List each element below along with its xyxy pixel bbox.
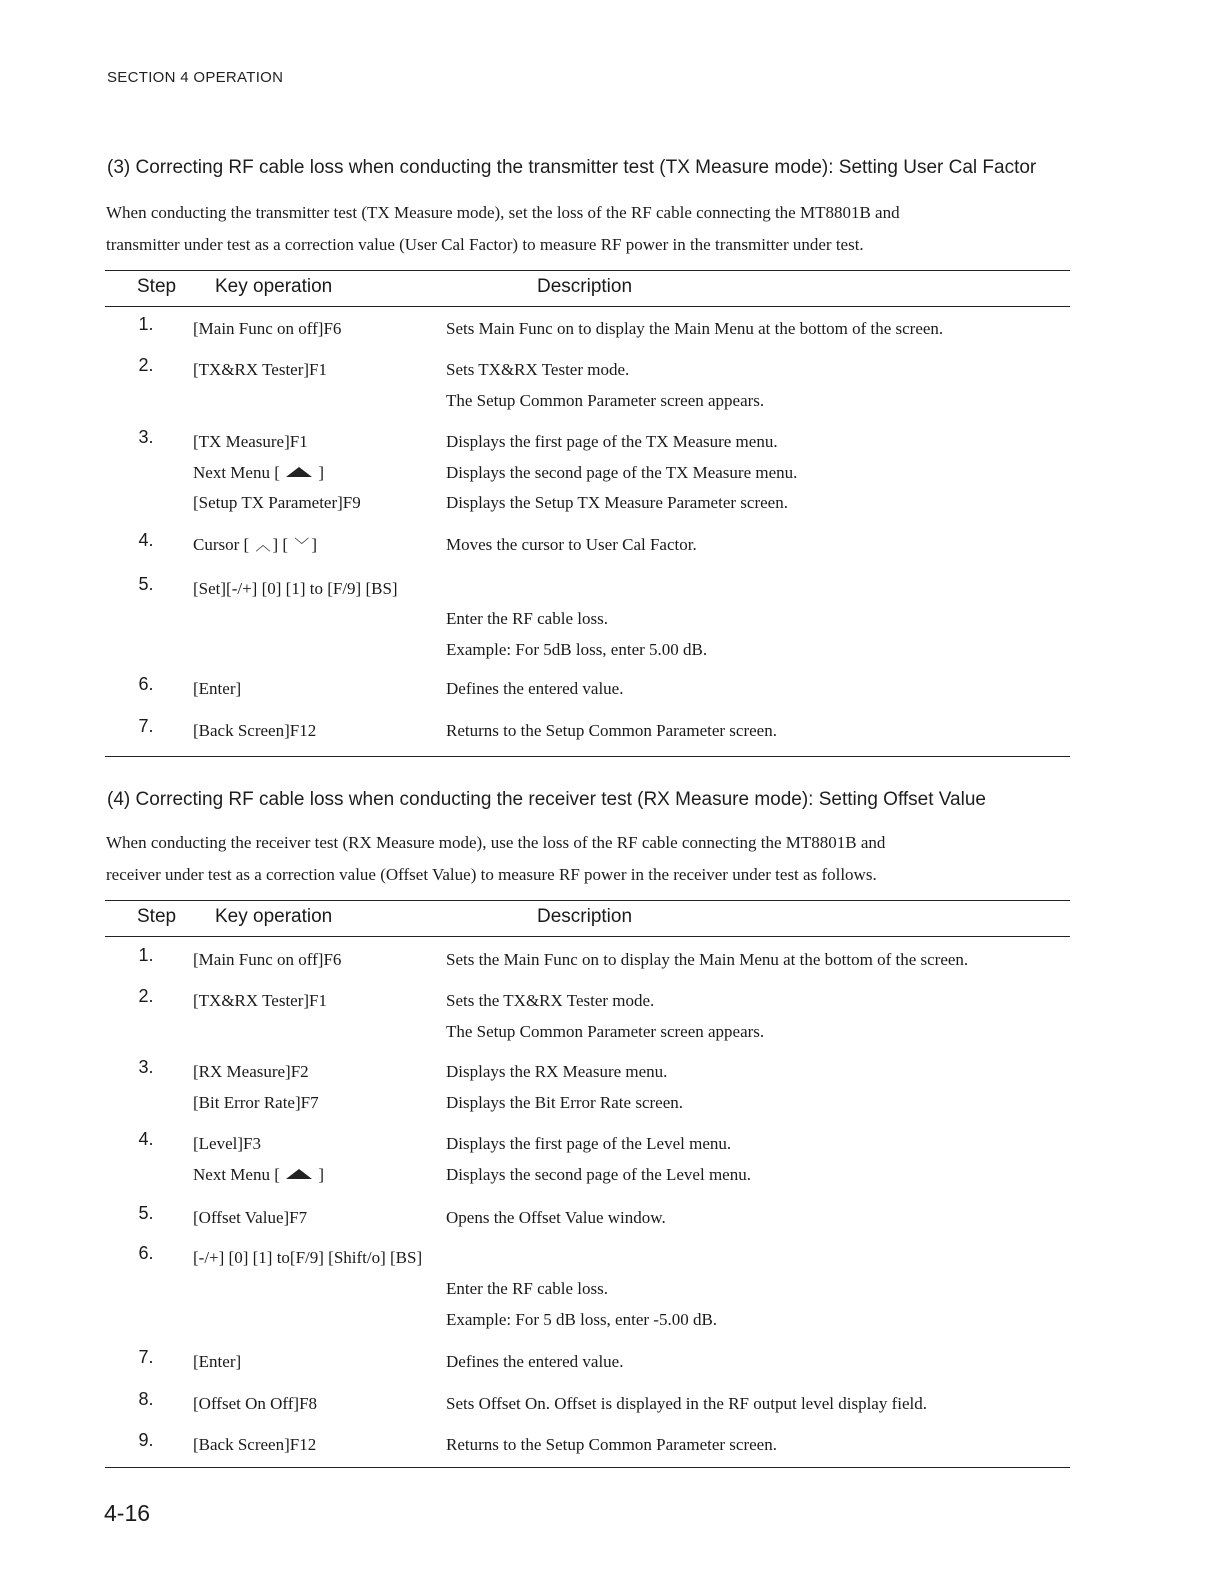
description: Displays the Setup TX Measure Parameter screen. — [446, 493, 788, 512]
step-number: 5. — [138, 1203, 154, 1223]
description: Sets TX&RX Tester mode. — [446, 360, 630, 379]
step-number: 6. — [138, 1243, 154, 1263]
step-number: 4. — [138, 1129, 154, 1149]
up-triangle-icon — [286, 1169, 312, 1179]
description: Defines the entered value. — [446, 1352, 624, 1371]
description: Sets Main Func on to display the Main Menu at the bottom of the screen. — [446, 319, 944, 338]
key-operation: Next Menu [ ] — [193, 1164, 325, 1184]
key-operation: [Enter] — [193, 679, 242, 698]
key-operation: [Bit Error Rate]F7 — [193, 1092, 319, 1112]
key-operation: Cursor [ ︿ ] [ ﹀ ] — [193, 530, 317, 561]
key-operation: [Setup TX Parameter]F9 — [193, 493, 361, 512]
col-key-operation: Key operation — [215, 276, 333, 297]
col-description: Description — [537, 906, 633, 927]
key-operation: [TX&RX Tester]F1 — [193, 360, 328, 379]
description: Example: For 5 dB loss, enter -5.00 dB. — [446, 1309, 718, 1329]
section4-table — [105, 900, 1070, 1454]
description: The Setup Common Parameter screen appears. — [446, 1021, 765, 1041]
description: Displays the RX Measure menu. — [446, 1062, 668, 1081]
section4-intro — [106, 827, 1076, 891]
step-number: 2. — [138, 986, 154, 1006]
col-step: Step — [137, 906, 177, 927]
col-key-operation: Key operation — [215, 906, 333, 927]
key-operation: [TX Measure]F1 — [193, 432, 308, 451]
section3-intro-line2: transmitter under test as a correction value (User Cal Factor) to measure RF power in the transmitter under test. — [106, 235, 864, 254]
step-number: 1. — [138, 945, 154, 965]
description: Sets the Main Func on to display the Main Menu at the bottom of the screen. — [446, 950, 969, 969]
table-header — [105, 901, 1070, 937]
step-number: 8. — [138, 1389, 154, 1409]
description: The Setup Common Parameter screen appears. — [446, 390, 765, 410]
section4-intro-line2: receiver under test as a correction value (Offset Value) to measure RF power in the receiver under test as follows. — [106, 865, 877, 884]
section4-intro-line1: When conducting the receiver test (RX Measure mode), use the loss of the RF cable connecting the MT8801B and — [106, 833, 886, 852]
step-number: 1. — [138, 314, 154, 334]
section3-heading: (3) Correcting RF cable loss when conducting the transmitter test (TX Measure mode): Setting User Cal Factor — [107, 157, 1037, 178]
up-triangle-icon — [286, 467, 312, 477]
description: Opens the Offset Value window. — [446, 1208, 666, 1227]
step-number: 4. — [138, 530, 154, 550]
page-number: 4-16 — [104, 1500, 151, 1526]
table-header — [105, 271, 1070, 307]
cursor-down-icon: ﹀ — [294, 536, 310, 554]
step-number: 2. — [138, 355, 154, 375]
description: Displays the second page of the Level menu. — [446, 1164, 751, 1184]
description: Displays the Bit Error Rate screen. — [446, 1092, 683, 1112]
step-number: 6. — [138, 674, 154, 694]
section-header: SECTION 4 OPERATION — [107, 69, 284, 86]
description: Moves the cursor to User Cal Factor. — [446, 535, 697, 554]
cursor-up-icon: ︿ — [255, 536, 271, 554]
description: Returns to the Setup Common Parameter screen. — [446, 721, 777, 740]
step-number: 7. — [138, 716, 154, 736]
description: Returns to the Setup Common Parameter screen. — [446, 1435, 777, 1454]
description: Displays the first page of the Level menu. — [446, 1134, 732, 1153]
description: Example: For 5dB loss, enter 5.00 dB. — [446, 639, 708, 659]
description: Displays the second page of the TX Measure menu. — [446, 462, 798, 482]
step-number: 3. — [138, 427, 154, 447]
key-operation: [Set][-/+] [0] [1] to [F/9] [BS] — [193, 579, 398, 598]
key-operation: [-/+] [0] [1] to[F/9] [Shift/o] [BS] — [193, 1248, 423, 1267]
key-operation: [RX Measure]F2 — [193, 1062, 309, 1081]
step-number: 5. — [138, 574, 154, 594]
description: Displays the first page of the TX Measure menu. — [446, 432, 778, 451]
step-number: 7. — [138, 1347, 154, 1367]
key-operation: [Main Func on off]F6 — [193, 319, 342, 338]
description: Defines the entered value. — [446, 679, 624, 698]
section3-table — [105, 270, 1070, 740]
col-step: Step — [137, 276, 177, 297]
section4-heading: (4) Correcting RF cable loss when conducting the receiver test (RX Measure mode): Setting Offset Value — [107, 789, 986, 810]
description: Sets the TX&RX Tester mode. — [446, 991, 655, 1010]
key-operation: Next Menu [ ] — [193, 462, 325, 482]
description: Sets Offset On. Offset is displayed in the RF output level display field. — [446, 1394, 927, 1413]
key-operation: [Offset Value]F7 — [193, 1208, 308, 1227]
step-number: 9. — [138, 1430, 154, 1450]
section3-intro — [106, 197, 1076, 261]
description: Enter the RF cable loss. — [446, 1279, 608, 1298]
key-operation: [Back Screen]F12 — [193, 721, 317, 740]
key-operation: [Offset On Off]F8 — [193, 1394, 318, 1413]
section3-intro-line1: When conducting the transmitter test (TX Measure mode), set the loss of the RF cable connecting the MT8801B and — [106, 203, 900, 222]
step-number: 3. — [138, 1057, 154, 1077]
key-operation: [TX&RX Tester]F1 — [193, 991, 328, 1010]
key-operation: [Back Screen]F12 — [193, 1435, 317, 1454]
key-operation: [Level]F3 — [193, 1134, 261, 1153]
key-operation: [Enter] — [193, 1352, 242, 1371]
key-operation: [Main Func on off]F6 — [193, 950, 342, 969]
description: Enter the RF cable loss. — [446, 609, 608, 628]
col-description: Description — [537, 276, 633, 297]
